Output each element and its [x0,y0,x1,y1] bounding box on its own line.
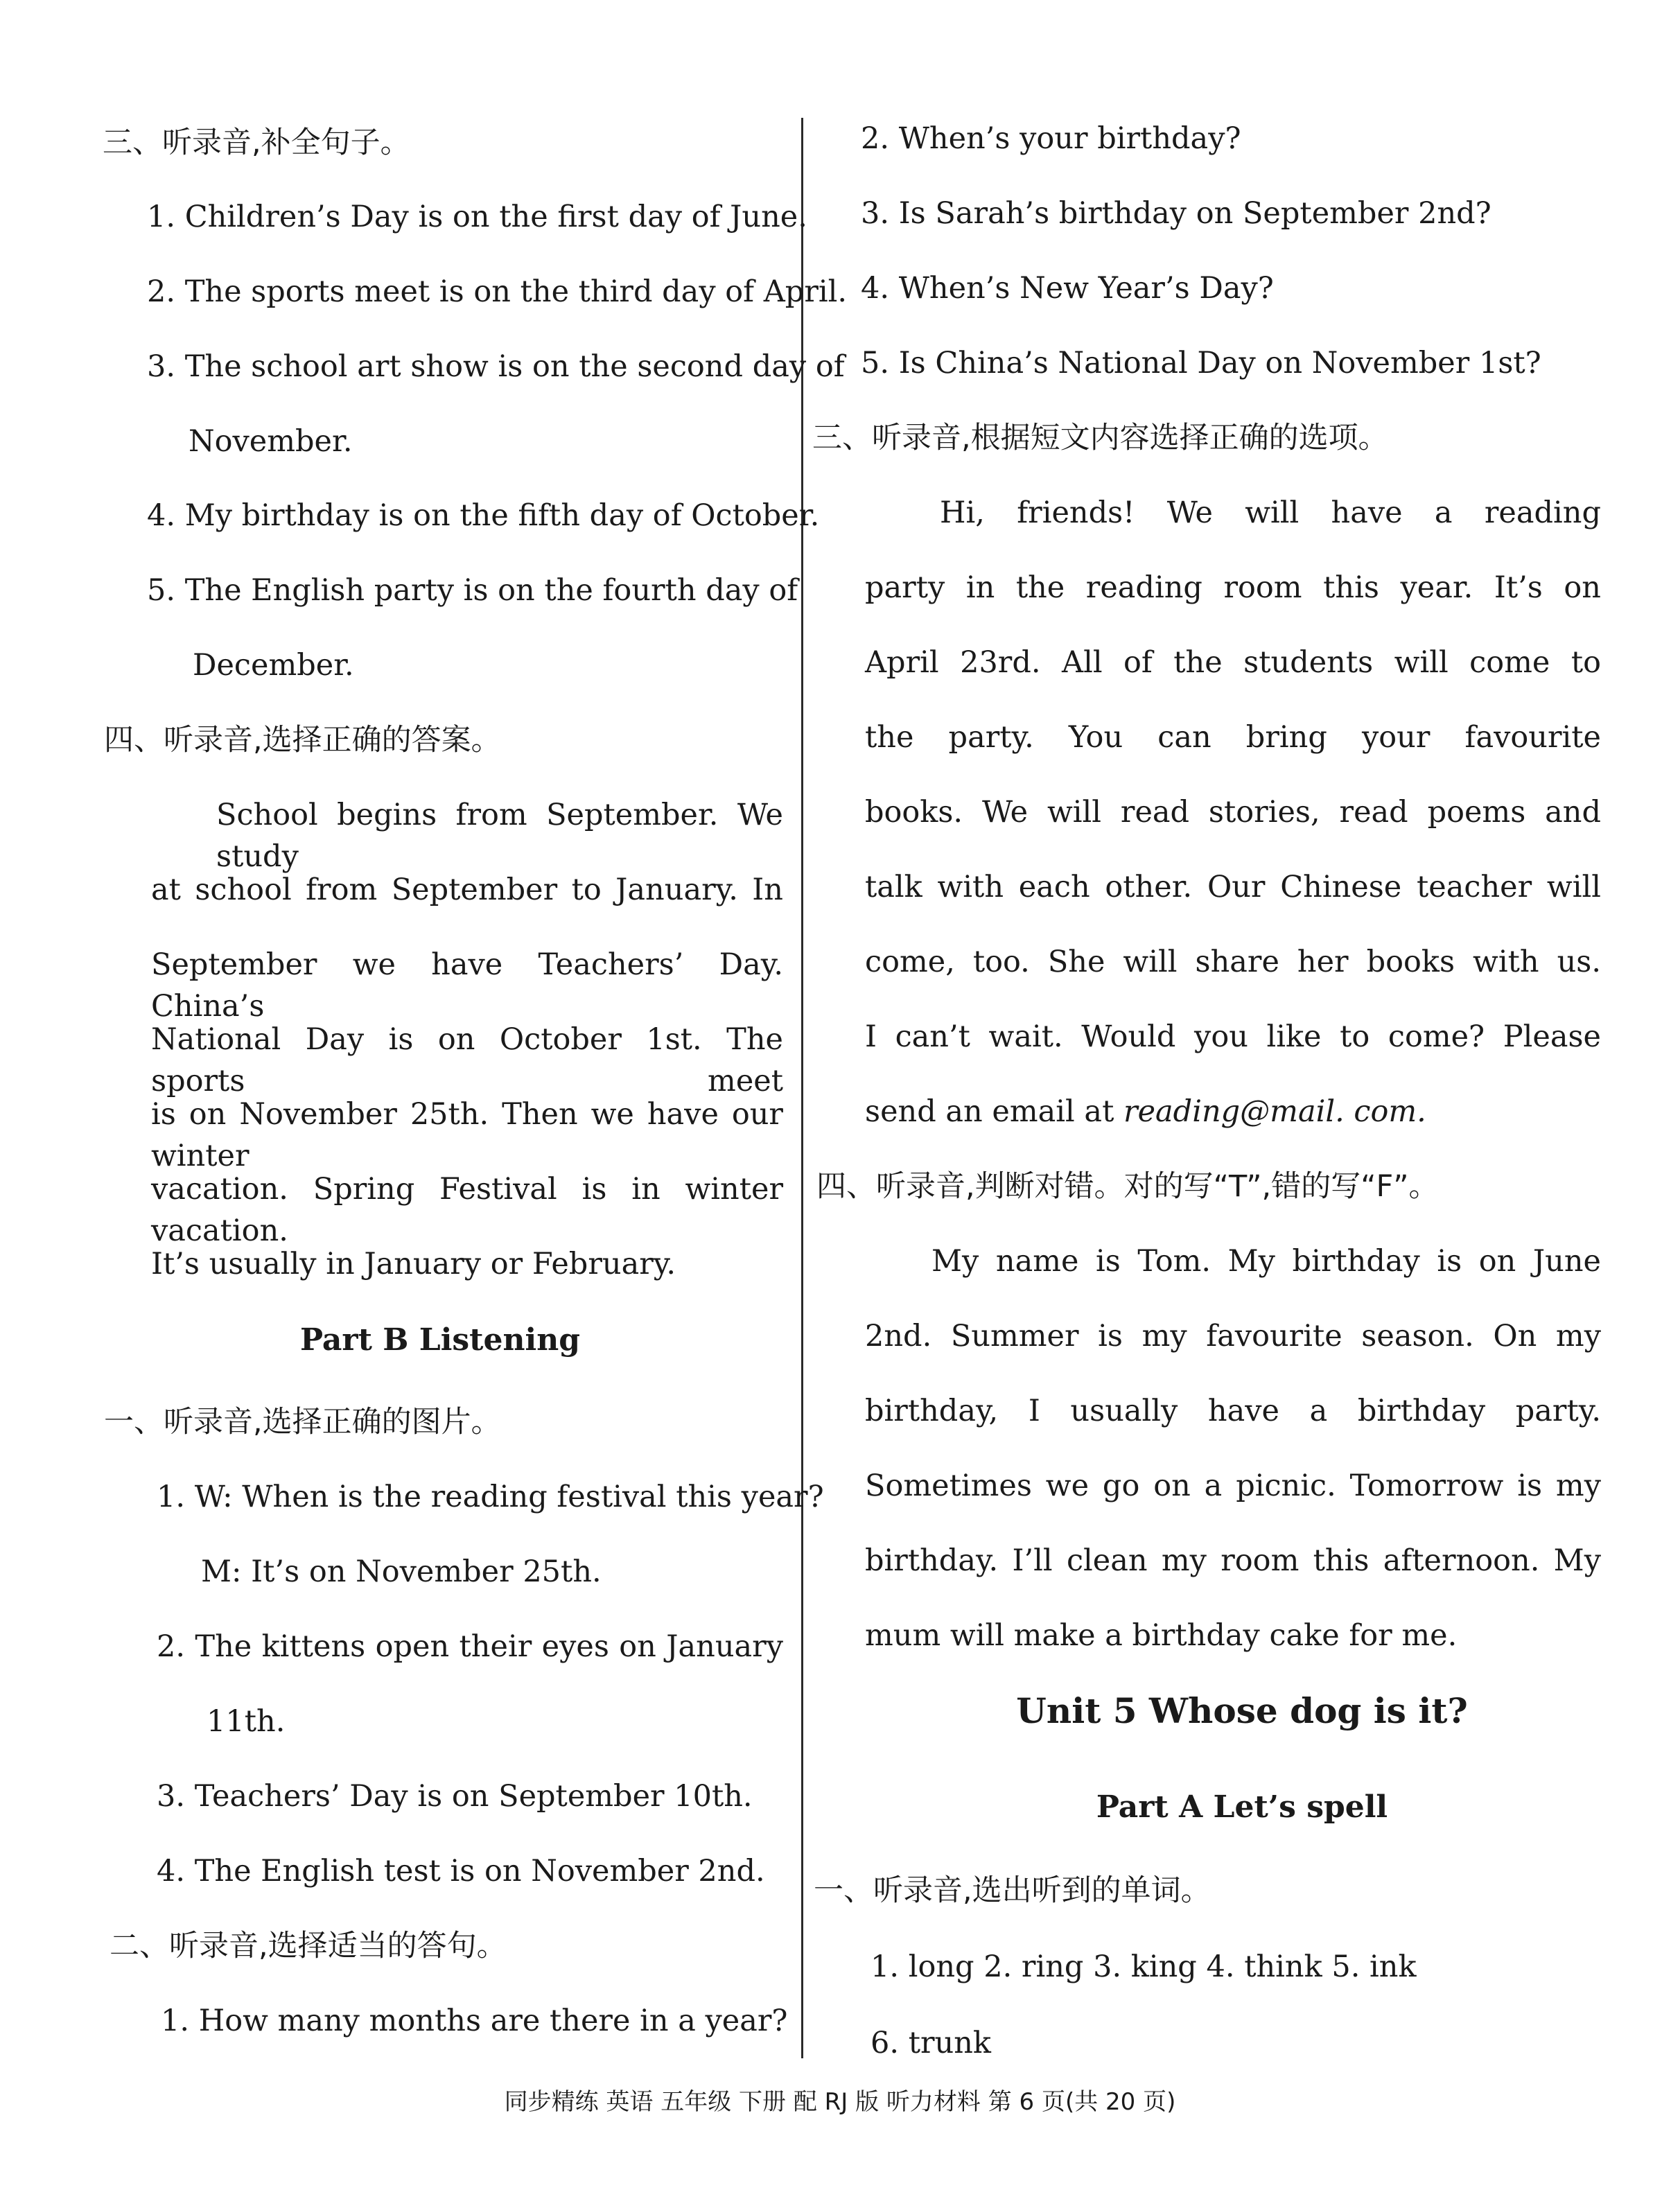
section-heading: 三、听录音,补全句子。 [103,125,410,160]
list-item: 2. The kittens open their eyes on January [157,1629,783,1664]
section-heading: 二、听录音,选择适当的答句。 [110,1929,507,1963]
column-divider [801,118,803,2058]
passage-line: books. We will read stories, read poems and [865,795,1601,830]
section-heading: 四、听录音,选择正确的答案。 [104,723,501,757]
page-footer: 同步精练 英语 五年级 下册 配 RJ 版 听力材料 第 6 页(共 20 页) [504,2088,1176,2116]
list-item: 3. The school art show is on the second day of [147,349,845,384]
list-item: 4. The English test is on November 2nd. [157,1854,765,1889]
word-list: 1. long 2. ring 3. king 4. think 5. ink [870,1949,1417,1984]
passage-text: send an email at [865,1094,1124,1129]
list-item-continuation: November. [189,424,353,459]
passage-line: birthday, I usually have a birthday party. [865,1394,1601,1428]
passage-line: birthday. I’ll clean my room this afternoon. My [865,1543,1601,1578]
passage-line: School begins from September. We study [216,798,783,874]
list-item: 5. Is China’s National Day on November 1st? [861,346,1541,380]
passage-line: come, too. She will share her books with us. [865,945,1601,979]
unit-title: Unit 5 Whose dog is it? [1016,1690,1468,1731]
passage-line: It’s usually in January or February. [151,1247,676,1281]
passage-line: National Day is on October 1st. The sports meet [151,1022,783,1098]
list-item: 1. W: When is the reading festival this year? [157,1480,824,1514]
passage-line: Sometimes we go on a picnic. Tomorrow is my [865,1469,1601,1503]
section-heading: 三、听录音,根据短文内容选择正确的选项。 [812,421,1388,455]
list-item: 2. When’s your birthday? [861,121,1241,156]
list-item: 3. Is Sarah’s birthday on September 2nd? [861,196,1491,231]
section-heading: 四、听录音,判断对错。对的写“T”,错的写“F”。 [816,1169,1439,1204]
list-item: 4. My birthday is on the fifth day of October. [147,498,820,533]
email-address: reading@mail. com. [1123,1094,1426,1129]
passage-line: talk with each other. Our Chinese teacher will [865,870,1601,904]
list-item: 4. When’s New Year’s Day? [861,271,1274,306]
passage-line [865,1091,1426,1132]
list-item: 5. The English party is on the fourth day of [147,573,798,608]
passage-line: mum will make a birthday cake for me. [865,1618,1458,1653]
passage-line: I can’t wait. Would you like to come? Please [865,1019,1601,1054]
list-item: 1. Children’s Day is on the first day of June. [147,200,807,234]
passage-line: is on November 25th. Then we have our winter [151,1097,783,1173]
passage-line: at school from September to January. In [151,873,783,907]
word-list: 6. trunk [870,2026,991,2060]
passage-line: 2nd. Summer is my favourite season. On my [865,1319,1601,1353]
section-heading: 一、听录音,选出听到的单词。 [814,1873,1211,1908]
passage-line: Hi, friends! We will have a reading [940,496,1601,530]
passage-line: April 23rd. All of the students will come to [865,645,1601,680]
passage-line: the party. You can bring your favourite [865,720,1601,755]
passage-line: September we have Teachers’ Day. China’s [151,947,783,1024]
list-item-continuation: M: It’s on November 25th. [201,1554,602,1589]
list-item: 1. How many months are there in a year? [161,2004,788,2038]
list-item: 2. The sports meet is on the third day of April. [147,274,848,309]
list-item: 3. Teachers’ Day is on September 10th. [157,1779,753,1814]
list-item-continuation: 11th. [207,1704,286,1739]
section-heading: 一、听录音,选择正确的图片。 [104,1405,501,1439]
passage-line: vacation. Spring Festival is in winter vacation. [151,1172,783,1248]
passage-line: party in the reading room this year. It’s on [865,570,1601,605]
list-item-continuation: December. [193,648,354,683]
part-title: Part A Let’s spell [1096,1789,1388,1825]
part-title: Part B Listening [300,1322,580,1358]
passage-line: My name is Tom. My birthday is on June [931,1244,1601,1279]
